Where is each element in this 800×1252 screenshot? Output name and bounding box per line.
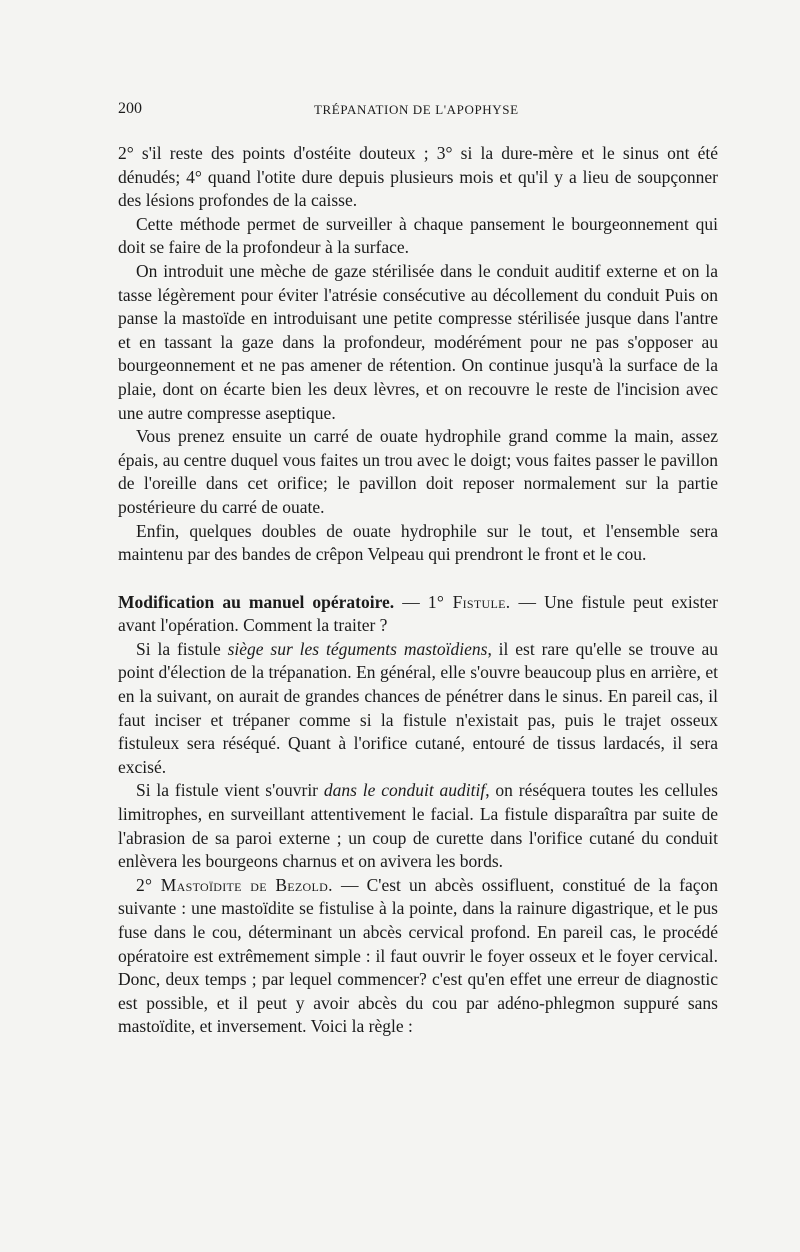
paragraph-4: Vous prenez ensuite un carré de ouate hydrophile grand comme la main, assez épais, au centre duquel vous faites un trou avec le doigt; vous faites passer le pavillon de l'oreille dans cet orifice; le pavillon doit reposer normalement sur la partie postérieure du carré de ouate. (118, 426, 718, 517)
p8-emphasis: dans le conduit auditif (323, 780, 486, 801)
item-label-bezold: 2° Mastoïdite de Bezold. (136, 874, 333, 895)
p7-pre: Si la fistule (136, 638, 228, 659)
paragraph-1: 2° s'il reste des points d'ostéite douteux ; 3° si la dure-mère et le sinus ont été dénudés; 4° quand l'otite dure depuis plusieurs mois et qu'il y a lieu de soupçonner des lésions profondes de la caisse. (118, 143, 718, 211)
section-heading: Modification au manuel opératoire. (118, 591, 395, 612)
p9-dash: — (332, 874, 367, 895)
p7-emphasis: siège sur les téguments mastoïdiens (227, 638, 488, 659)
item-label-fistule: 1° Fistule. (427, 591, 511, 612)
paragraph-3: On introduit une mèche de gaze stérilisée dans le conduit auditif externe et on la tasse légèrement pour éviter l'atrésie consécutive au décollement du conduit Puis on panse la mastoïde en introduisant une petite compresse stérilisée jusque dans l'antre et en tassant la gaze dans la profondeur, modérément pour ne pas s'opposer au bourgeonnement et ne pas amener de rétention. On continue jusqu'à la surface de la plaie, dont on écarte bien les deux lèvres, et on recouvre le reste de l'incision avec une autre compresse aseptique. (118, 260, 718, 423)
body-text (118, 142, 718, 1039)
page-header (118, 100, 718, 124)
paragraph-5: Enfin, quelques doubles de ouate hydrophile sur le tout, et l'ensemble sera maintenu par des bandes de crêpon Velpeau qui prendront le front et le cou. (118, 520, 718, 565)
p8-post: , on réséquera toutes les cellules limitrophes, en surveillant attentivement le facial. La fistule disparaîtra par suite de l'abrasion de sa paroi externe ; un coup de curette dans l'orifice cutané du conduit enlèvera les bourgeons charnus et on avivera les bords. (118, 780, 718, 872)
page-number: 200 (118, 100, 142, 117)
paragraph-8 (118, 779, 718, 873)
heading-dash: — (394, 591, 428, 612)
p7-post: , il est rare qu'elle se trouve au point d'élection de la trépanation. En général, elle s'ouvre beaucoup plus en arrière, et en la suivant, on aurait de grandes chances de pénétrer dans le sinus. En pareil cas, il faut inciser et trépaner comme si la fistule n'existait pas, puis le trajet osseux fistuleux sera réséqué. Quant à l'orifice cutané, entouré de tissus lardacés, il sera excisé. (118, 638, 718, 777)
p8-pre: Si la fistule vient s'ouvrir (136, 780, 324, 801)
paragraph-6-text: Une fistule peut exister avant l'opération. Comment la traiter ? (118, 591, 719, 636)
running-title: TRÉPANATION DE L'APOPHYSE (314, 102, 519, 117)
item-dash: — (510, 591, 545, 612)
paragraph-9 (118, 874, 718, 1039)
paragraph-6 (118, 591, 718, 638)
paragraph-2: Cette méthode permet de surveiller à chaque pansement le bourgeonnement qui doit se faire de la profondeur à la surface. (118, 213, 718, 258)
paragraph-7 (118, 638, 718, 780)
p9-text: C'est un abcès ossifluent, constitué de la façon suivante : une mastoïdite se fistulise à la pointe, dans la rainure digastrique, et le pus fuse dans le cou, déterminant un abcès cervical profond. En pareil cas, le procédé opératoire est extrêmement simple : il faut ouvrir le foyer osseux et le foyer cervical. Donc, deux temps ; par lequel commencer? c'est qu'en effet une erreur de diagnostic est possible, et il peut y avoir abcès du cou par adéno-phlegmon suppuré sans mastoïdite, et inversement. Voici la règle : (118, 874, 718, 1037)
